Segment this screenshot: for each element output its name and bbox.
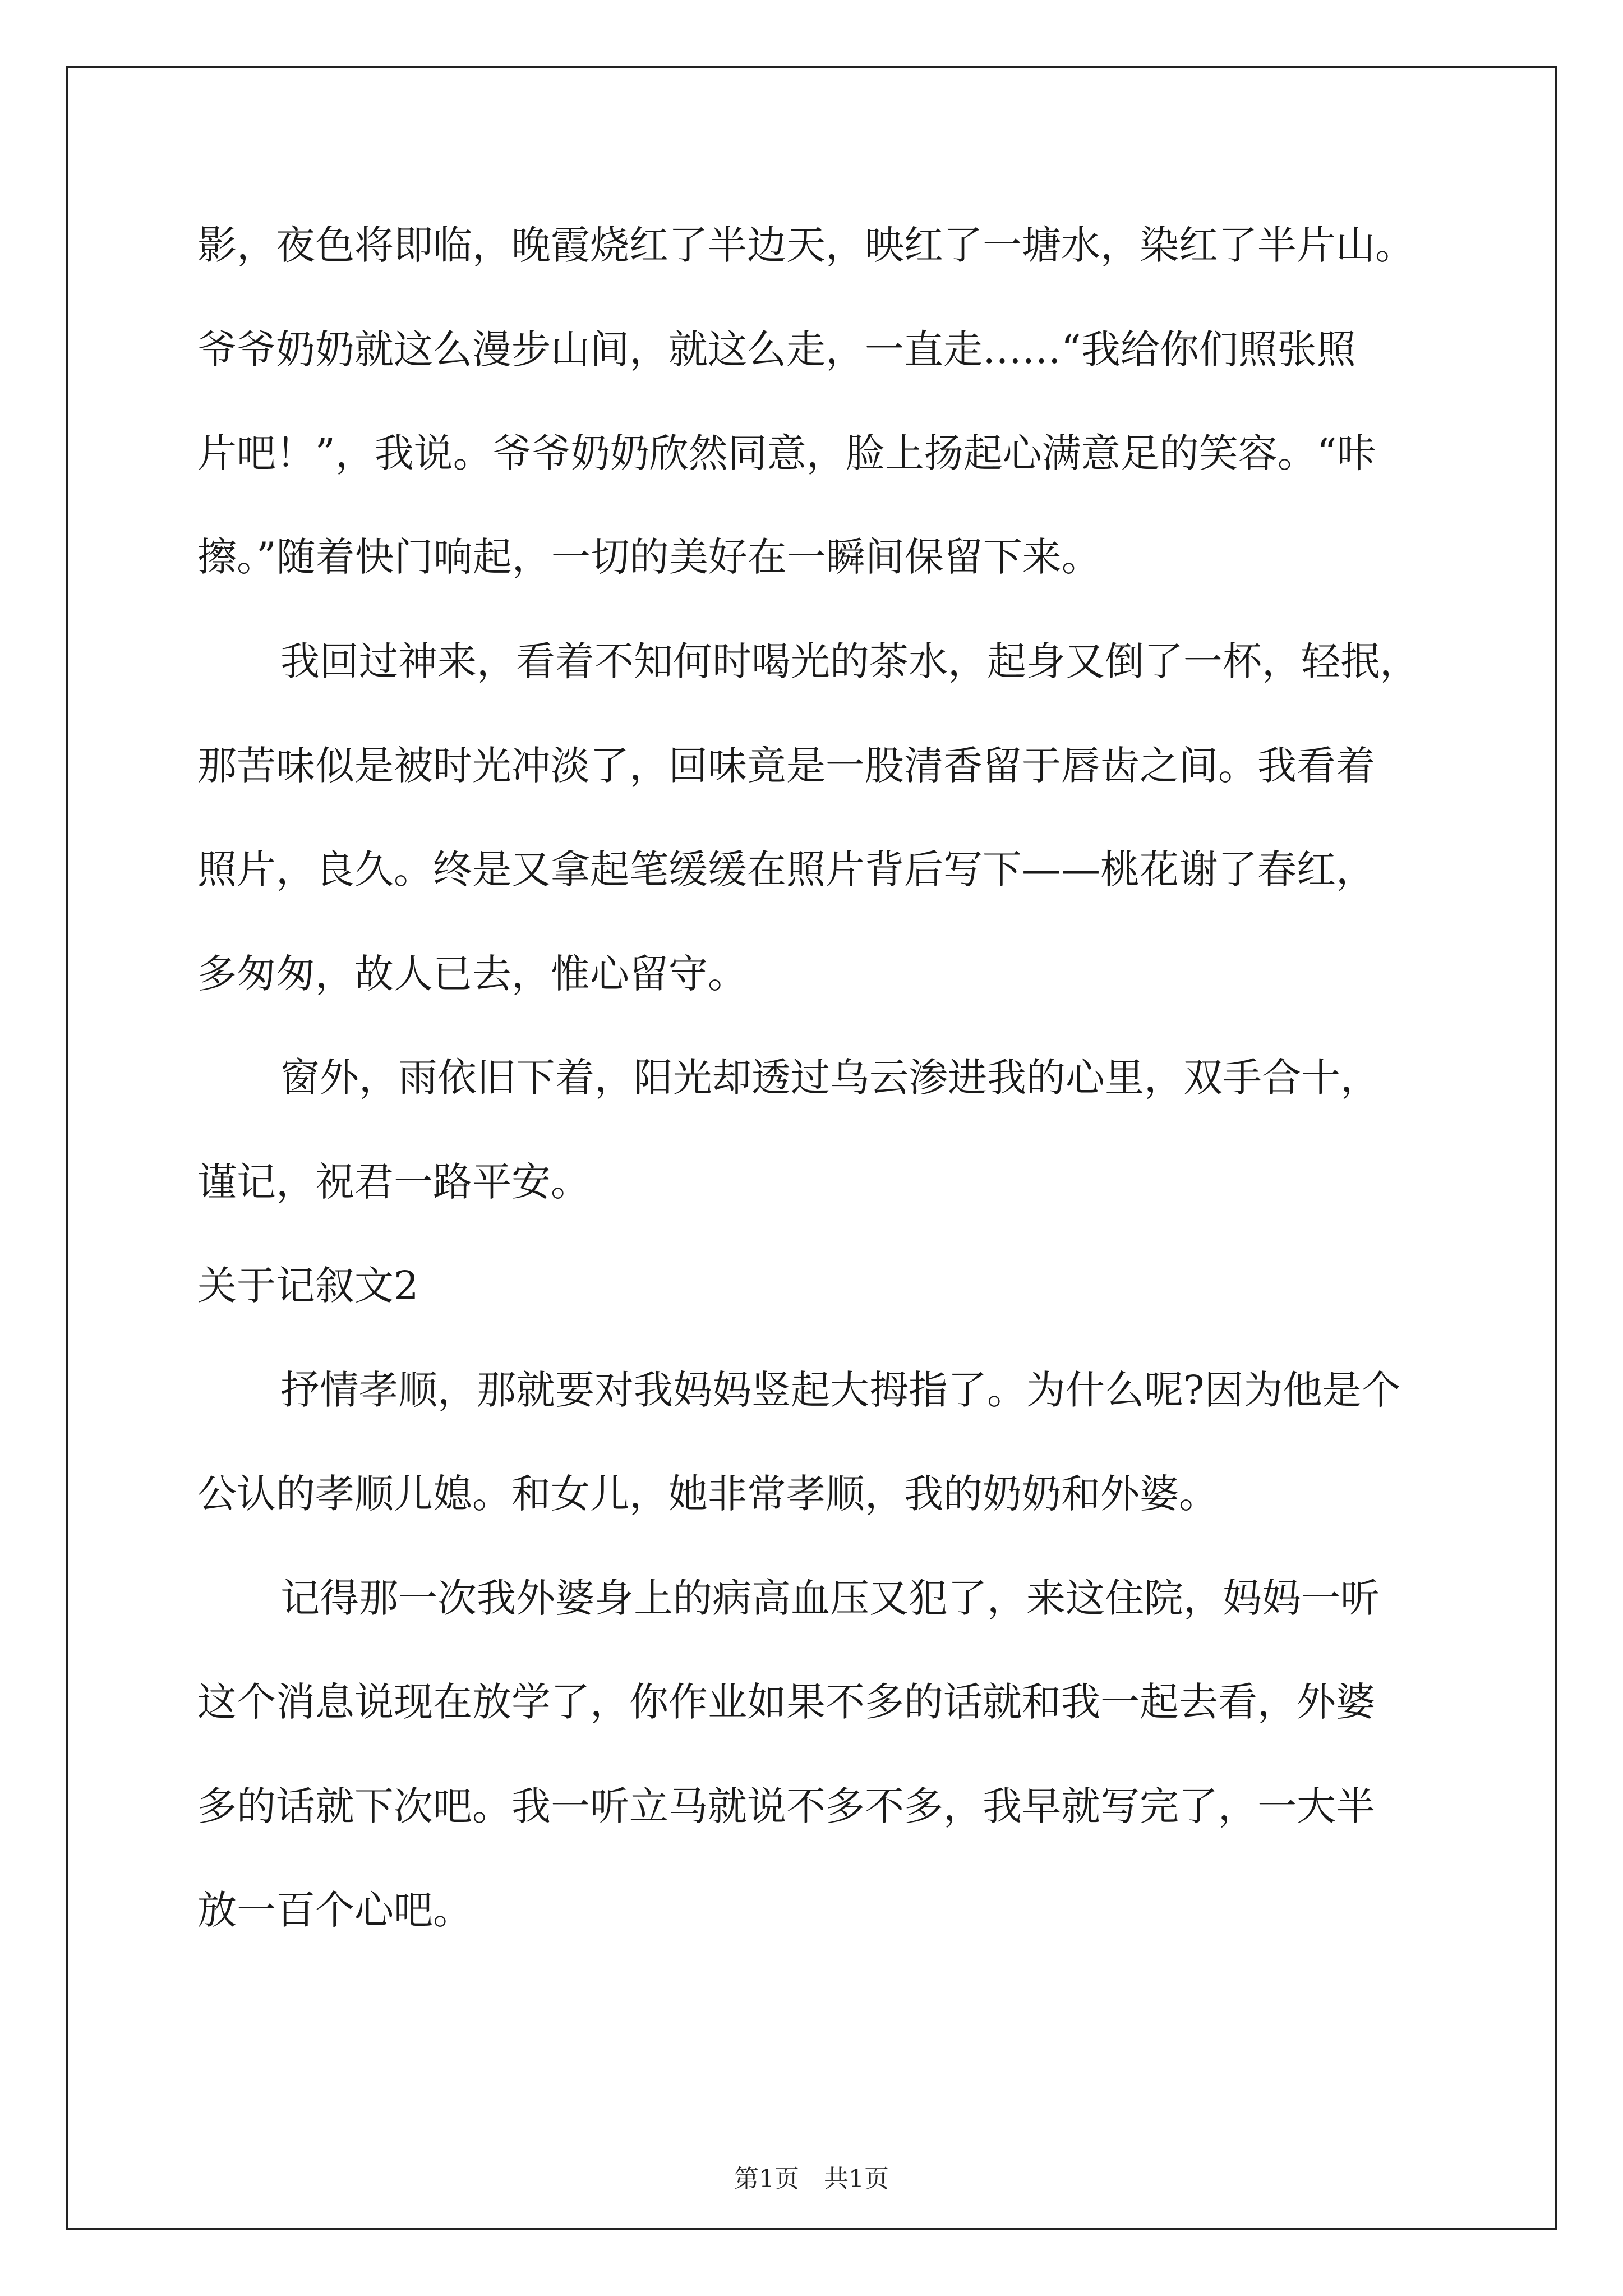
text-line: 照片，良久。终是又拿起笔缓缓在照片背后写下——桃花谢了春红， [197,846,1375,892]
text-line: 那苦味似是被时光冲淡了，回味竟是一股清香留于唇齿之间。我看着 [197,743,1375,789]
text-line: 擦。”随着快门响起，一切的美好在一瞬间保留下来。 [197,534,1101,580]
text-line: 窗外，雨依旧下着，阳光却透过乌云渗进我的心里，双手合十， [280,1055,1380,1101]
text-line: 这个消息说现在放学了，你作业如果不多的话就和我一起去看，外婆 [197,1679,1375,1725]
text-line: 公认的孝顺儿媳。和女儿，她非常孝顺，我的奶奶和外婆。 [197,1471,1218,1517]
section-heading: 关于记叙文2 [197,1263,419,1309]
text-line: 记得那一次我外婆身上的病高血压又犯了，来这住院，妈妈一听 [280,1575,1380,1621]
text-line: 放一百个心吧。 [197,1887,472,1933]
text-line: 谨记，祝君一路平安。 [197,1159,590,1205]
text-line: 多匆匆，故人已去，惟心留守。 [197,951,747,997]
text-line: 我回过神来，看着不知何时喝光的茶水，起身又倒了一杯，轻抿， [280,638,1419,684]
text-line: 片吧！”，我说。爷爷奶奶欣然同意，脸上扬起心满意足的笑容。“咔 [197,430,1376,476]
text-line: 抒情孝顺，那就要对我妈妈竖起大拇指了。为什么呢?因为他是个 [280,1367,1401,1413]
text-line: 爷爷奶奶就这么漫步山间，就这么走，一直走……“我给你们照张照 [197,326,1356,372]
page-number-footer: 第1页 共1页 [734,2165,889,2193]
text-line: 影，夜色将即临，晚霞烧红了半边天，映红了一塘水，染红了半片山。 [197,222,1414,268]
text-line: 多的话就下次吧。我一听立马就说不多不多，我早就写完了，一大半 [197,1783,1375,1829]
